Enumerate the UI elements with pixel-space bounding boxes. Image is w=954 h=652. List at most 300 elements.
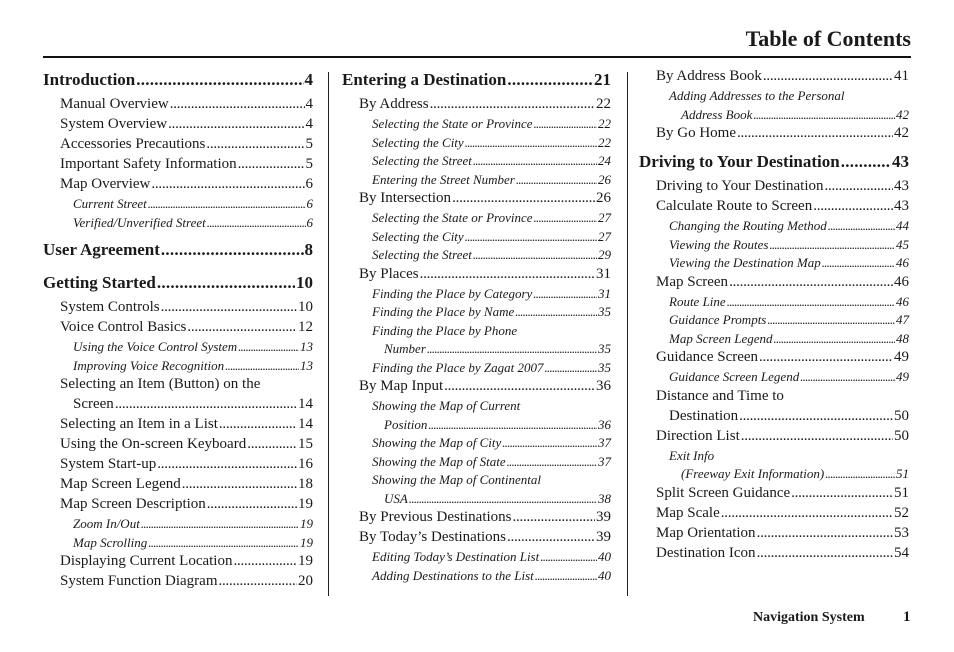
toc-page-number: 35 [598,304,611,319]
dot-leader [507,70,593,90]
dot-leader [170,96,305,113]
dot-leader [825,466,895,482]
toc-page-number: 31 [598,285,611,301]
toc-entry-title: Map Scrolling [73,534,148,550]
toc-subentry[interactable] [342,435,611,454]
toc-section-entry[interactable] [342,68,611,96]
toc-page-number: 15 [298,436,313,452]
toc-section-entry[interactable] [43,68,313,96]
toc-entry-title: Route Line [669,293,726,309]
toc-entry[interactable] [639,349,909,369]
toc-page-number: 10 [298,299,313,315]
dot-leader [721,505,893,522]
toc-entry[interactable] [639,428,909,448]
toc-page-number: 27 [598,210,611,225]
toc-page-number: 22 [598,116,611,131]
toc-entry[interactable] [639,125,909,145]
toc-entry-title: Distance and Time to [656,387,784,404]
toc-entry-title: Getting Started [43,273,156,292]
toc-page-number: 22 [598,134,611,150]
toc-page-number: 19 [298,496,313,512]
dot-leader [759,349,893,366]
dot-leader [729,274,893,291]
toc-entry[interactable] [43,496,313,516]
toc-entry[interactable] [43,553,313,573]
toc-subentry[interactable] [639,237,909,256]
toc-entry-title: Destination [669,407,739,424]
toc-subentry[interactable] [342,304,611,323]
toc-entry[interactable] [639,198,909,218]
toc-entry-title: Exit Info [669,447,715,463]
toc-page-number: 38 [598,490,611,506]
dot-leader [225,358,299,374]
dot-leader [791,485,893,502]
dot-leader [148,535,299,551]
toc-entry[interactable] [43,96,313,116]
toc-subentry[interactable] [342,323,611,342]
toc-page-number: 46 [896,293,909,309]
toc-entry-title: Manual Overview [60,96,169,112]
toc-entry-title: By Address [359,96,429,112]
toc-entry[interactable] [43,116,313,136]
toc-subentry[interactable] [342,172,611,191]
dot-leader [247,436,297,453]
toc-entry[interactable] [43,456,313,476]
toc-page-number: 46 [894,273,909,290]
toc-entry-title: Selecting the Street [372,153,472,168]
toc-page-number: 35 [598,359,611,375]
dot-leader [774,331,896,347]
toc-entry-title: Voice Control Basics [60,319,187,335]
toc-page-number: 13 [300,357,313,373]
toc-entry-title: Map Scale [656,504,720,521]
dot-leader [822,255,895,271]
toc-entry[interactable] [639,178,909,198]
toc-entry-title: Accessories Precautions [60,136,206,152]
toc-subentry[interactable] [43,196,313,215]
toc-page-number: 52 [894,504,909,521]
toc-subentry[interactable] [342,116,611,135]
toc-subentry[interactable] [43,535,313,554]
dot-leader [428,417,597,433]
dot-leader [513,509,596,526]
dot-leader [157,456,297,473]
dot-leader [473,247,597,263]
toc-subentry[interactable] [639,466,909,485]
dot-leader [207,215,306,231]
toc-entry-title: Introduction [43,70,136,89]
toc-subentry[interactable] [43,339,313,358]
dot-leader [168,116,304,133]
toc-page-number: 13 [300,339,313,354]
toc-subentry[interactable] [43,516,313,535]
toc-page-number: 41 [894,68,909,84]
toc-entry-title: Selecting the Street [372,247,472,262]
toc-entry-title: Selecting the City [372,134,464,150]
toc-page-number: 44 [896,218,909,233]
toc-entry-title: (Freeway Exit Information) [681,466,825,481]
dot-leader [767,312,895,328]
dot-leader [465,135,597,151]
toc-page-number: 16 [298,456,313,472]
toc-subentry[interactable] [342,229,611,248]
toc-entry-title: Guidance Screen [656,349,759,365]
toc-page-number: 35 [598,341,611,356]
toc-entry-title: Split Screen Guidance [656,484,791,501]
toc-entry-title: Screen [73,396,114,412]
toc-page-number: 8 [304,240,313,259]
toc-entry-title: Editing Today’s Destination List [372,549,540,564]
toc-entry-title: Driving to Your Destination [639,152,840,171]
toc-entry-title: Adding Destinations to the List [372,567,534,583]
toc-subentry[interactable] [639,88,909,107]
toc-entry-title: Using the Voice Control System [73,339,238,354]
toc-subentry[interactable] [342,568,611,587]
toc-subentry[interactable] [342,135,611,154]
toc-entry-title: System Start-up [60,456,157,472]
dot-leader [813,198,893,215]
dot-leader [753,107,895,123]
toc-page-number: 37 [598,435,611,450]
toc-subentry[interactable] [639,369,909,388]
toc-entry-title: Current Street [73,196,147,211]
toc-subentry[interactable] [342,286,611,305]
toc-entry[interactable] [639,68,909,88]
toc-entry-title: System Controls [60,299,160,315]
dot-leader [233,553,297,570]
toc-entry[interactable] [342,190,611,210]
toc-page-number: 51 [894,484,909,501]
toc-page-number: 43 [894,198,909,214]
toc-page-number: 27 [598,228,611,244]
toc-page-number: 46 [896,255,909,270]
toc-entry-title: Important Safety Information [60,156,237,172]
toc-subentry[interactable] [342,549,611,568]
toc-subentry[interactable] [639,255,909,274]
toc-page-number: 54 [894,544,909,561]
dot-leader [409,491,597,507]
dot-leader [769,237,895,253]
toc-page-number: 51 [896,466,909,481]
toc-entry[interactable] [43,436,313,456]
toc-entry-title: Guidance Screen Legend [669,369,800,384]
toc-entry[interactable] [639,545,909,565]
toc-subentry[interactable] [43,358,313,377]
toc-entry-title: Zoom In/Out [73,516,140,531]
toc-page-number: 43 [892,152,909,171]
dot-leader [727,294,895,310]
toc-entry[interactable] [43,136,313,156]
toc-page-number: 40 [598,567,611,583]
toc-entry-title: Calculate Route to Screen [656,198,813,214]
toc-subentry[interactable] [639,107,909,126]
toc-entry[interactable] [43,176,313,196]
dot-leader [507,529,595,546]
toc-subentry[interactable] [342,417,611,436]
toc-entry-title: User Agreement [43,240,160,259]
toc-entry[interactable] [639,485,909,505]
toc-page-number: 40 [598,549,611,564]
toc-entry[interactable] [43,299,313,319]
toc-entry-title: Guidance Prompts [669,312,767,327]
toc-entry-title: Selecting the State or Province [372,116,533,131]
toc-page-number: 18 [298,476,313,492]
toc-entry[interactable] [43,416,313,436]
toc-subentry[interactable] [43,215,313,234]
toc-entry[interactable] [639,388,909,408]
toc-section-entry[interactable] [639,150,909,178]
toc-entry-title: By Go Home [656,125,736,141]
toc-page-number: 6 [306,196,313,211]
toc-subentry[interactable] [639,218,909,237]
toc-entry-title: System Overview [60,116,168,132]
toc-entry-title: Map Overview [60,176,151,192]
dot-leader [757,545,893,562]
toc-entry-title: Map Screen Description [60,496,206,512]
dot-leader [219,416,297,433]
toc-column-1 [43,68,313,593]
dot-leader [516,172,597,188]
toc-page-number: 29 [598,247,611,262]
toc-entry-title: Map Screen Legend [60,476,181,492]
toc-page-number: 37 [598,453,611,469]
toc-entry-title: Displaying Current Location [60,553,233,569]
dot-leader [430,96,595,113]
toc-entry[interactable] [639,274,909,294]
toc-subentry[interactable] [342,454,611,473]
dot-leader [238,339,299,355]
toc-entry-title: Finding the Place by Phone [372,322,518,338]
toc-subentry[interactable] [639,312,909,331]
dot-leader [238,156,305,173]
dot-leader [507,454,597,470]
dot-leader [473,153,597,169]
toc-page-number: 47 [896,312,909,327]
toc-page-number: 36 [596,378,611,394]
dot-leader [515,304,597,320]
toc-page-number: 43 [894,178,909,194]
toc-page-number: 6 [306,214,313,230]
toc-page-number: 19 [300,516,313,531]
toc-page-number: 36 [598,416,611,432]
toc-entry[interactable] [342,96,611,116]
toc-subentry[interactable] [342,398,611,417]
toc-section-entry[interactable] [43,238,313,266]
dot-leader [741,428,893,445]
toc-page-number: 39 [596,509,611,525]
toc-subentry[interactable] [342,153,611,172]
toc-subentry[interactable] [639,294,909,313]
toc-page-number: 24 [598,153,611,168]
toc-page-number: 45 [896,236,909,252]
toc-entry-title: Adding Addresses to the Personal [669,88,845,103]
dot-leader [540,549,597,565]
toc-entry[interactable] [43,476,313,496]
toc-entry-title: Position [384,416,428,432]
dot-leader [161,240,304,260]
toc-entry-title: Viewing the Routes [669,236,769,252]
toc-entry-title: By Intersection [359,190,452,206]
toc-page-number: 6 [305,176,313,192]
dot-leader [157,273,295,293]
column-divider [328,72,329,596]
toc-page-number: 53 [894,524,909,541]
toc-column-2 [342,68,611,586]
toc-entry-title: USA [384,490,408,506]
dot-leader [533,286,597,302]
toc-page-number: 39 [596,529,611,545]
toc-page-number: 4 [304,70,313,89]
toc-entry-title: Showing the Map of State [372,453,506,469]
toc-entry-title: Showing the Map of City [372,435,502,450]
dot-leader [737,125,893,142]
toc-entry-title: Entering the Street Number [372,171,515,187]
header-rule [43,56,911,58]
dot-leader [828,218,895,234]
toc-page-number: 14 [298,416,313,432]
toc-entry-title: System Function Diagram [60,573,218,589]
toc-entry-title: Selecting an Item in a List [60,416,218,432]
dot-leader [444,378,595,395]
toc-subentry[interactable] [639,331,909,350]
toc-page-number: 4 [305,96,313,112]
dot-leader [161,299,297,316]
toc-entry-title: Selecting the State or Province [372,210,533,225]
dot-leader [136,70,303,90]
dot-leader [141,516,299,532]
dot-leader [545,360,597,376]
toc-entry-title: Map Orientation [656,524,756,541]
dot-leader [534,116,597,132]
page-title: Table of Contents [745,26,911,51]
toc-entry-title: Driving to Your Destination [656,178,824,194]
toc-column-3 [639,68,909,565]
dot-leader [825,178,893,195]
toc-subentry[interactable] [342,210,611,229]
toc-page-number: 26 [596,190,611,206]
toc-entry[interactable] [43,396,313,416]
dot-leader [187,319,297,336]
footer-section-title: Navigation System [753,610,865,625]
toc-page-number: 4 [305,116,313,132]
toc-subentry[interactable] [342,472,611,491]
toc-entry-title: Destination Icon [656,544,756,561]
dot-leader [115,396,297,413]
dot-leader [420,266,595,283]
toc-entry-title: Map Screen [656,273,729,290]
toc-entry-title: Entering a Destination [342,70,507,89]
toc-entry-title: Showing the Map of Current [372,398,521,413]
toc-entry[interactable] [639,505,909,525]
toc-page-number: 50 [894,407,909,424]
toc-entry-title: Finding the Place by Category [372,285,533,301]
toc-page-number: 49 [896,369,909,384]
dot-leader [219,573,298,590]
dot-leader [465,229,597,245]
toc-entry-title: Selecting an Item (Button) on the [60,376,261,392]
toc-entry-title: Improving Voice Recognition [73,357,225,373]
toc-entry-title: By Today’s Destinations [359,529,507,545]
toc-subentry[interactable] [342,360,611,379]
dot-leader [763,68,893,85]
dot-leader [207,496,297,513]
toc-page-number: 26 [598,171,611,187]
toc-entry-title: By Places [359,265,419,282]
toc-entry[interactable] [639,525,909,545]
column-divider [627,72,628,596]
toc-subentry[interactable] [342,491,611,510]
dot-leader [739,408,893,425]
toc-page-number: 48 [896,330,909,346]
toc-subentry[interactable] [342,247,611,266]
toc-entry-title: By Previous Destinations [359,509,512,525]
toc-entry-title: Viewing the Destination Map [669,255,821,270]
toc-entry-title: Direction List [656,427,740,444]
dot-leader [151,176,304,193]
toc-entry-title: Showing the Map of Continental [372,472,541,487]
toc-page-number: 19 [298,553,313,569]
toc-entry[interactable] [43,319,313,339]
dot-leader [427,341,597,357]
dot-leader [800,369,895,385]
dot-leader [148,196,306,212]
toc-entry-title: Changing the Routing Method [669,218,827,233]
toc-entry-title: Address Book [681,106,753,122]
toc-entry-title: Verified/Unverified Street [73,214,206,230]
dot-leader [841,152,891,172]
dot-leader [534,210,597,226]
toc-page-number: 42 [894,125,909,141]
toc-page-number: 14 [298,396,313,412]
toc-entry-title: Selecting the City [372,228,464,244]
toc-entry[interactable] [639,408,909,428]
toc-page-number: 31 [596,265,611,282]
toc-entry[interactable] [43,376,313,396]
toc-subentry[interactable] [639,448,909,467]
toc-page-number: 20 [298,573,313,589]
toc-page-number: 21 [594,70,611,89]
toc-entry-title: Finding the Place by Name [372,304,515,319]
toc-page-number: 5 [305,156,313,172]
toc-entry-title: Map Screen Legend [669,330,773,346]
toc-entry-title: Finding the Place by Zagat 2007 [372,359,544,375]
toc-entry-title: Using the On-screen Keyboard [60,436,247,452]
toc-subentry[interactable] [342,341,611,360]
toc-entry[interactable] [342,378,611,398]
toc-page-number: 10 [296,273,313,292]
toc-entry[interactable] [342,529,611,549]
toc-page-number: 12 [298,319,313,335]
dot-leader [757,525,893,542]
toc-page-number: 50 [894,427,909,444]
toc-page-number: 5 [305,136,313,152]
toc-entry[interactable] [342,509,611,529]
toc-page-number: 49 [894,349,909,365]
toc-page-number: 19 [300,534,313,550]
toc-entry-title: By Map Input [359,378,444,394]
dot-leader [206,136,304,153]
toc-page-number: 42 [896,106,909,122]
toc-entry[interactable] [43,156,313,176]
toc-entry-title: By Address Book [656,68,762,84]
footer-page-number: 1 [903,609,911,625]
toc-section-entry[interactable] [43,271,313,299]
toc-entry[interactable] [43,573,313,593]
toc-entry-title: Number [384,341,426,356]
toc-page-number: 22 [596,96,611,112]
dot-leader [535,568,597,584]
toc-entry[interactable] [342,266,611,286]
